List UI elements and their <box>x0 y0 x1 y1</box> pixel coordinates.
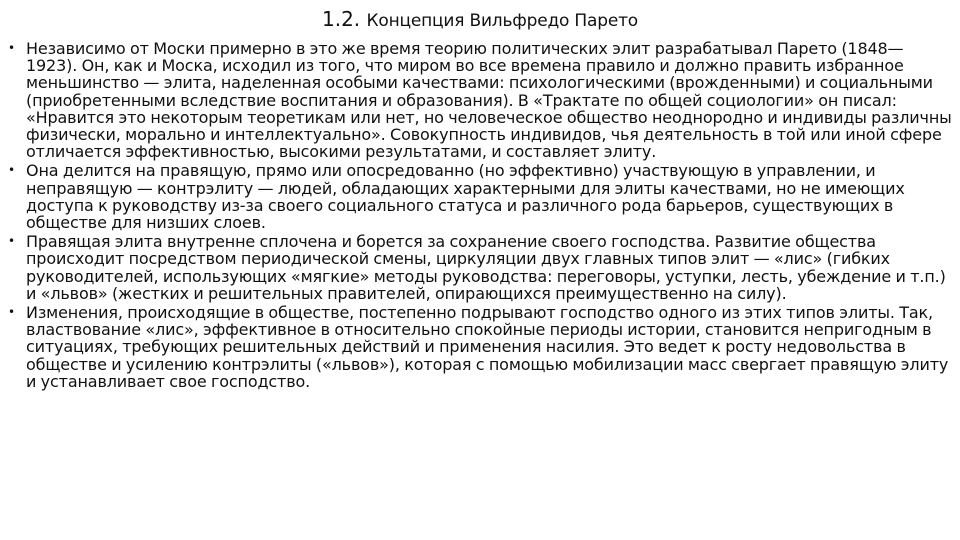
bullet-list <box>8 40 952 392</box>
bullet-text-2: Она делится на правящую, прямо или опосредованно (но эффективно) участвующую в управлении, и неправящую — контрэлиту — людей, обладающих характерными для элиты качествами, но не имеющих доступа к руководству из-за своего социального статуса и различного рода барьеров, существующих в обществе для низших слоев. <box>26 161 905 233</box>
bullet-text-4: Изменения, происходящие в обществе, постепенно подрывают господство одного из этих типов элиты. Так, властвование «лис», эффективное в относительно спокойные периоды истории, становится непригодным в ситуациях, требующих решительных действий и применения насилия. Это ведет к росту недовольства в обществе и усилению контрэлиты («львов»), которая с помощью мобилизации масс свергает правящую элиту и устанавливает свое господство. <box>26 303 949 391</box>
bullet-marker-icon: • <box>8 305 15 320</box>
bullet-marker-icon: • <box>8 41 15 55</box>
slide-title <box>0 7 960 33</box>
slide-title-text: Концепция Вильфредо Парето <box>366 11 638 31</box>
bullet-text-1: Независимо от Моски примерно в это же время теорию политических элит разрабатывал Парето (1848—1923). Он, как и Моска, исходил из того, что миром во все времена правило и должно править избранное меньшинство — элита, наделенная особыми качествами: психологическими (врожденными) и социальными (приобретенными вследствие воспитания и образования). В «Трактате по общей социологии» он писал: «Нравится это некоторым теоретикам или нет, но человеческое общество неоднородно и индивиды различны физически, морально и интеллектуально». Совокупность индивидов, чья деятельность в той или иной сфере отличается эффективностью, высокими результатами, и составляет элиту. <box>26 39 952 162</box>
bullet-item-2 <box>8 162 952 231</box>
bullet-marker-icon: • <box>8 234 15 249</box>
bullet-item-3 <box>8 233 952 302</box>
bullet-marker-icon: • <box>8 163 15 178</box>
bullet-item-4 <box>8 304 952 390</box>
bullet-item-1 <box>8 40 952 160</box>
bullet-text-3: Правящая элита внутренне сплочена и борется за сохранение своего господства. Развитие общества происходит посредством периодической смены, циркуляции двух главных типов элит — «лис» (гибких руководителей, использующих «мягкие» методы руководства: переговоры, уступки, лесть, убеждение и т.п.) и «львов» (жестких и решительных правителей, опирающихся преимущественно на силу). <box>26 232 946 303</box>
slide-title-number: 1.2. <box>321 7 361 31</box>
